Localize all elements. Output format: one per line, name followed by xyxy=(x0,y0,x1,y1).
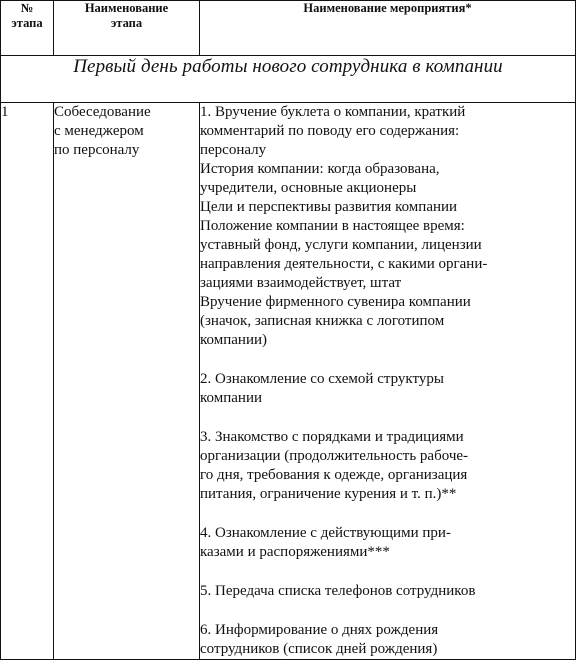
activity-line: учредители, основные акционеры xyxy=(200,180,417,196)
activity-item xyxy=(200,524,575,562)
stage-name-line: с менеджером xyxy=(54,123,144,139)
activity-line: 6. Информирование о днях рождения xyxy=(200,622,439,638)
header-line: № xyxy=(20,1,34,15)
activity-item xyxy=(200,103,575,350)
activity-line: 4. Ознакомление с действующими при- xyxy=(200,525,451,541)
activity-item xyxy=(200,621,575,659)
stage-name xyxy=(54,103,200,660)
activity-item xyxy=(200,428,575,504)
activity-line: уставный фонд, услуги компании, лицензии xyxy=(200,237,482,253)
activity-item xyxy=(200,582,575,601)
stage-name-line: по персоналу xyxy=(54,142,140,158)
activity-line: персоналу xyxy=(200,142,267,158)
header-line: Наименование xyxy=(84,1,169,15)
stage-number: 1 xyxy=(1,103,54,660)
activity-item xyxy=(200,370,575,408)
activity-line: направления деятельности, с какими органи- xyxy=(200,256,488,272)
header-line: этапа xyxy=(110,16,143,30)
header-stage-number xyxy=(1,1,54,56)
header-activity-name: Наименование мероприятия* xyxy=(200,1,576,56)
activity-line: 2. Ознакомление со схемой структуры xyxy=(200,371,444,387)
activity-line: сотрудников (список дней рождения) xyxy=(200,641,438,657)
activity-line: 1. Вручение буклета о компании, краткий xyxy=(200,104,466,120)
activity-line: организации (продолжительность рабоче- xyxy=(200,448,469,464)
activity-line: 3. Знакомство с порядками и традициями xyxy=(200,429,464,445)
activity-line: История компании: когда образована, xyxy=(200,161,440,177)
activity-line: го дня, требования к одежде, организация xyxy=(200,467,468,483)
activity-line: питания, ограничение курения и т. п.)** xyxy=(200,486,457,502)
activity-line: компании xyxy=(200,390,262,406)
activity-line: (значок, записная книжка с логотипом xyxy=(200,313,445,329)
activity-line: Вручение фирменного сувенира компании xyxy=(200,294,471,310)
header-row xyxy=(1,1,576,56)
table-row xyxy=(1,103,576,660)
activity-line: 5. Передача списка телефонов сотрудников xyxy=(200,583,476,599)
activity-line: Цели и перспективы развития компании xyxy=(200,199,458,215)
section-title: Первый день работы нового сотрудника в компании xyxy=(1,56,576,103)
activities-cell xyxy=(200,103,576,660)
activity-line: зациями взаимодействует, штат xyxy=(200,275,402,291)
activity-line: казами и распоряжениями*** xyxy=(200,544,390,560)
section-row xyxy=(1,56,576,103)
activity-line: комментарий по поводу его содержания: xyxy=(200,123,460,139)
activity-line: компании) xyxy=(200,332,267,348)
header-line: этапа xyxy=(11,16,43,30)
stage-name-line: Собеседование xyxy=(54,104,151,120)
header-stage-name xyxy=(54,1,200,56)
activity-line: Положение компании в настоящее время: xyxy=(200,218,465,234)
